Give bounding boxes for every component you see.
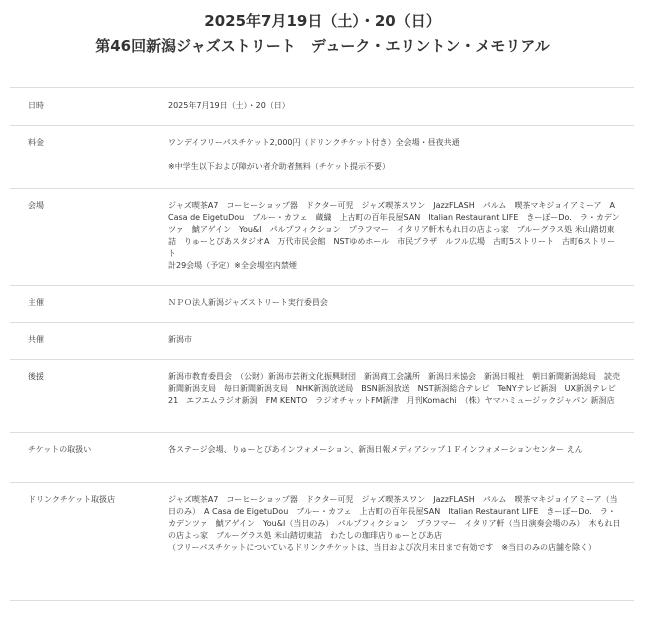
row-label-organizer: 主催	[28, 298, 44, 307]
info-row-tickets	[10, 433, 634, 483]
row-value-cohost-text: 新潟市	[168, 335, 192, 344]
row-value-tickets	[168, 444, 634, 482]
row-value-date-text: 2025年7月19日（土）・20（日）	[168, 101, 290, 110]
info-row-drink-tickets	[10, 483, 634, 601]
row-value-sponsors-text: 新潟市教育委員会 （公財）新潟市芸術文化振興財団 新潟商工会議所 新潟日米協会 新潟日報社 朝日新聞新潟総局 読売新聞新潟支局 毎日新聞新潟支局 NHK新潟放送局 BSN新潟放送 NST新潟総合テレビ TeNYテレビ新潟 UX新潟テレビ21 エフエムラジオ新潟 FM KENTO ラジオチャットFM新津 月刊Komachi （株）ヤマハミュージックジャパン 新潟店	[168, 372, 620, 405]
row-label-cohost: 共催	[28, 335, 44, 344]
info-row-sponsors	[10, 360, 634, 433]
row-label-drink-tickets: ドリンクチケット取扱店	[28, 495, 116, 504]
event-info-table	[10, 87, 634, 601]
row-value-drink-tickets-note: （フリーパスチケットについているドリンクチケットは、当日および次月末日まで有効です ※当日のみの店舗を除く）	[168, 543, 597, 552]
row-value-venues-text: ジャズ喫茶A7 コーヒーショップ器 ドクター可児 ジャズ喫茶スワン JazzFLASH パルム 喫茶マキジョイアミーア A Casa de EigetuDou ブルー・カフェ 蔵織 上古町の百年長屋SAN Italian Restaurant LIFE きーぼーDo. ラ・カデンツァ 鯱アゲイン You&I パルプフィクション プラフマー イタリア軒木もれ日の店よっ家 ブルーグラス処 米山踏切東詰 りゅーとぴあスタジオA 万代市民会館 NSTゆめホール 市民プラザ ルフル広場 古町5ストリート 古町6ストリート	[168, 201, 620, 258]
row-label-tickets: チケットの取扱い	[28, 445, 92, 454]
page-title-event: 第46回新潟ジャズストリート デューク・エリントン・メモリアル	[95, 37, 550, 55]
row-value-sponsors	[168, 371, 634, 432]
row-label-price: 料金	[28, 138, 44, 147]
row-value-venues-note: 計29会場（予定）※全会場室内禁煙	[168, 261, 297, 270]
row-value-organizer	[168, 297, 634, 322]
row-label-venues: 会場	[28, 201, 44, 210]
info-row-price	[10, 126, 634, 189]
info-row-organizer	[10, 286, 634, 323]
info-row-venues	[10, 189, 634, 286]
info-row-date	[10, 88, 634, 126]
row-value-venues	[168, 200, 634, 285]
row-value-drink-tickets	[168, 494, 634, 600]
row-label-sponsors: 後援	[28, 372, 44, 381]
info-row-cohost	[10, 323, 634, 360]
row-value-tickets-text: 各ステージ会場、りゅーとぴあインフォメーション、新潟日報メディアシップ１Ｆインフォメーションセンター えん	[168, 445, 583, 454]
row-value-drink-tickets-text: ジャズ喫茶A7 コーヒーショップ器 ドクター可児 ジャズ喫茶スワン JazzFLASH パルム 喫茶マキジョイアミーア（当日のみ） A Casa de EigetuDou ブルー・カフェ 上古町の百年長屋SAN Italian Restaurant LIFE きーぼーDo. ラ・カデンツァ 鯱アゲイン You&I（当日のみ） パルプフィクション プラフマー イタリア軒（当日演奏会場のみ） 木もれ日の店よっ家 ブルーグラス処 米山踏切東詰 わたしの珈琲店りゅーとぴあ店	[168, 495, 621, 540]
row-value-organizer-text: ＮＰＯ法人新潟ジャズストリート実行委員会	[168, 298, 328, 307]
row-value-date	[168, 100, 634, 125]
row-value-cohost	[168, 334, 634, 359]
row-value-price	[168, 137, 634, 188]
row-label-date: 日時	[28, 101, 44, 110]
row-value-price-note: ※中学生以下および障がい者介助者無料（チケット提示不要）	[168, 162, 390, 171]
row-value-price-text: ワンデイフリーパスチケット2,000円（ドリンクチケット付き）全会場・昼夜共通	[168, 138, 460, 147]
page-title-date: 2025年7月19日（土）・20（日）	[204, 12, 441, 30]
